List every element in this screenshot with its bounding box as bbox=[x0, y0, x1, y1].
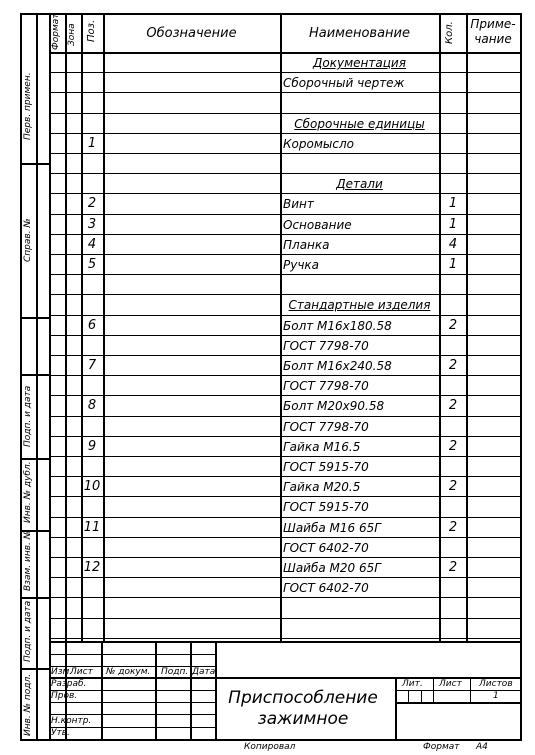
tb-sheet: Лист bbox=[439, 679, 462, 689]
row-name: ГОСТ 5915-70 bbox=[283, 500, 369, 515]
section-heading: Стандартные изделия bbox=[288, 298, 431, 313]
header-note-line2: чание bbox=[474, 32, 512, 46]
header-qty: Кол. bbox=[444, 21, 455, 44]
row-name: ГОСТ 7798-70 bbox=[283, 379, 369, 394]
side-label-ref-no: Справ. № bbox=[23, 218, 33, 262]
header-name: Наименование bbox=[308, 26, 411, 41]
side-label-vzam-inv: Взам. инв. № bbox=[23, 529, 33, 591]
row-line bbox=[49, 173, 522, 174]
row-name: Болт М16х180.58 bbox=[283, 318, 392, 333]
row-pos: 7 bbox=[87, 358, 97, 373]
header-designation: Обозначение bbox=[146, 26, 237, 41]
side-sep-6 bbox=[20, 597, 51, 599]
row-name: Планка bbox=[283, 237, 330, 252]
side-label-sign-date-1: Подп. и дата bbox=[23, 385, 33, 447]
row-name: ГОСТ 7798-70 bbox=[283, 419, 369, 434]
row-qty: 2 bbox=[448, 358, 458, 373]
row-qty: 2 bbox=[448, 317, 458, 333]
tb-lit-col bbox=[433, 677, 434, 702]
row-pos: 10 bbox=[83, 479, 101, 495]
side-sep-7 bbox=[20, 668, 51, 670]
row-line bbox=[49, 72, 522, 73]
header-format: Формат bbox=[51, 13, 61, 50]
row-qty: 1 bbox=[448, 196, 458, 212]
frame-left-line bbox=[49, 13, 51, 740]
row-line bbox=[49, 395, 522, 396]
row-line bbox=[49, 577, 522, 578]
row-line bbox=[49, 456, 522, 457]
footer-format-value: А4 bbox=[476, 742, 488, 752]
row-qty: 1 bbox=[448, 216, 458, 232]
row-pos: 11 bbox=[83, 519, 101, 535]
row-qty: 4 bbox=[448, 236, 458, 252]
row-name: ГОСТ 6402-70 bbox=[283, 540, 369, 555]
row-pos: 6 bbox=[87, 317, 97, 333]
row-line bbox=[49, 254, 522, 255]
tb-col-sheet: Лист bbox=[70, 667, 93, 677]
row-qty: 2 bbox=[448, 398, 458, 414]
tb-approved: Утв. bbox=[51, 728, 70, 738]
row-name: Болт М16х240.58 bbox=[283, 359, 392, 373]
tb-lit-sub bbox=[421, 690, 422, 702]
title-block-top bbox=[49, 641, 522, 643]
row-pos: 5 bbox=[87, 257, 97, 272]
tb-row-line bbox=[49, 727, 215, 728]
document-title-line2: зажимное bbox=[257, 709, 349, 730]
row-name: Болт М20х90.58 bbox=[283, 399, 385, 414]
tb-sheet-col bbox=[470, 677, 471, 702]
tb-row-line bbox=[49, 714, 215, 715]
row-line bbox=[49, 436, 522, 437]
row-line bbox=[49, 355, 522, 356]
row-line bbox=[49, 618, 522, 619]
row-line bbox=[49, 476, 522, 477]
row-pos: 4 bbox=[87, 236, 97, 252]
row-qty: 2 bbox=[448, 560, 458, 575]
row-line bbox=[49, 315, 522, 316]
row-qty: 2 bbox=[448, 519, 458, 535]
row-name: Основание bbox=[283, 217, 352, 232]
frame-bottom-line bbox=[20, 739, 522, 741]
row-line bbox=[49, 92, 522, 93]
row-name: Гайка М16.5 bbox=[283, 439, 361, 454]
tb-col-sign: Подп. bbox=[161, 667, 189, 677]
row-pos: 2 bbox=[87, 196, 97, 212]
row-name: Шайба М20 65Г bbox=[283, 561, 381, 575]
row-qty: 1 bbox=[448, 257, 458, 272]
tb-row-line bbox=[49, 654, 215, 655]
row-line bbox=[49, 234, 522, 235]
document-title bbox=[218, 688, 388, 731]
row-line bbox=[49, 294, 522, 295]
row-line bbox=[49, 638, 522, 639]
header-zone: Зона bbox=[67, 23, 77, 46]
row-line bbox=[49, 274, 522, 275]
row-pos: 9 bbox=[87, 438, 97, 454]
row-qty: 2 bbox=[448, 438, 458, 454]
tb-col-date: Дата bbox=[192, 667, 216, 677]
section-heading: Сборочные единицы bbox=[294, 116, 425, 131]
row-name: ГОСТ 6402-70 bbox=[283, 581, 369, 596]
row-line bbox=[49, 517, 522, 518]
tb-n-control: Н.контр. bbox=[51, 716, 92, 726]
row-name: ГОСТ 7798-70 bbox=[283, 338, 369, 353]
tb-lit-line bbox=[395, 690, 522, 691]
tb-col-doc: № докум. bbox=[106, 667, 151, 677]
tb-lit: Лит. bbox=[402, 679, 423, 689]
side-strip-inner-line bbox=[36, 13, 38, 740]
row-name: Коромысло bbox=[283, 136, 354, 151]
frame-top-line bbox=[49, 13, 522, 15]
row-name: Винт bbox=[283, 197, 314, 212]
tb-col-5 bbox=[215, 641, 217, 739]
row-line bbox=[49, 113, 522, 114]
row-pos: 8 bbox=[87, 398, 97, 414]
row-line bbox=[49, 416, 522, 417]
row-line bbox=[49, 335, 522, 336]
tb-right-divider bbox=[395, 677, 397, 739]
header-pos: Поз. bbox=[86, 19, 97, 42]
row-name: Шайба М16 65Г bbox=[283, 520, 381, 535]
tb-sheets: Листов bbox=[479, 679, 513, 689]
side-label-inv-orig: Инв. № подл. bbox=[23, 673, 33, 736]
tb-developed: Разраб. bbox=[51, 679, 87, 689]
header-bottom-line bbox=[49, 52, 522, 54]
document-title-line1: Приспособление bbox=[228, 688, 378, 708]
row-line bbox=[49, 214, 522, 215]
row-line bbox=[49, 557, 522, 558]
side-strip-outer-line bbox=[20, 13, 22, 740]
tb-lit-line-2 bbox=[395, 702, 522, 704]
row-pos: 1 bbox=[87, 135, 97, 151]
side-sep-1 bbox=[20, 163, 51, 165]
section-heading: Документация bbox=[313, 56, 406, 70]
row-name: Гайка М20.5 bbox=[283, 480, 361, 495]
side-label-sign-date-2: Подп. и дата bbox=[23, 600, 33, 662]
row-line bbox=[49, 133, 522, 134]
tb-sheets-value: 1 bbox=[493, 691, 499, 701]
row-line bbox=[49, 537, 522, 538]
side-label-dup-inv: Инв. № дубл. bbox=[23, 461, 33, 523]
header-note-line1: Приме- bbox=[470, 17, 516, 31]
tb-col-change: Изм. bbox=[51, 667, 73, 677]
row-line bbox=[49, 375, 522, 376]
frame-right-line bbox=[520, 13, 522, 740]
col-format-line bbox=[65, 13, 67, 641]
row-line bbox=[49, 597, 522, 598]
side-sep-3 bbox=[20, 374, 51, 376]
row-name: Сборочный чертеж bbox=[283, 76, 405, 91]
section-heading: Детали bbox=[336, 177, 383, 192]
row-line bbox=[49, 496, 522, 497]
footer-copied: Копировал bbox=[244, 742, 296, 752]
footer-format: Формат bbox=[423, 742, 460, 752]
row-line bbox=[49, 153, 522, 154]
row-qty: 2 bbox=[448, 479, 458, 495]
row-pos: 3 bbox=[87, 216, 97, 232]
side-sep-2 bbox=[20, 317, 51, 319]
row-line bbox=[49, 193, 522, 194]
side-strip-top bbox=[20, 13, 51, 15]
tb-row-line bbox=[49, 702, 215, 703]
row-pos: 12 bbox=[83, 560, 101, 575]
side-label-first-use: Перв. примен. bbox=[23, 72, 33, 140]
tb-checked: Пров. bbox=[51, 691, 78, 701]
row-name: Ручка bbox=[283, 258, 320, 272]
row-name: ГОСТ 5915-70 bbox=[283, 460, 369, 474]
col-designation-line bbox=[280, 13, 282, 641]
col-pos-line bbox=[103, 13, 105, 641]
side-sep-4 bbox=[20, 458, 51, 460]
tb-lit-sub bbox=[408, 690, 409, 702]
